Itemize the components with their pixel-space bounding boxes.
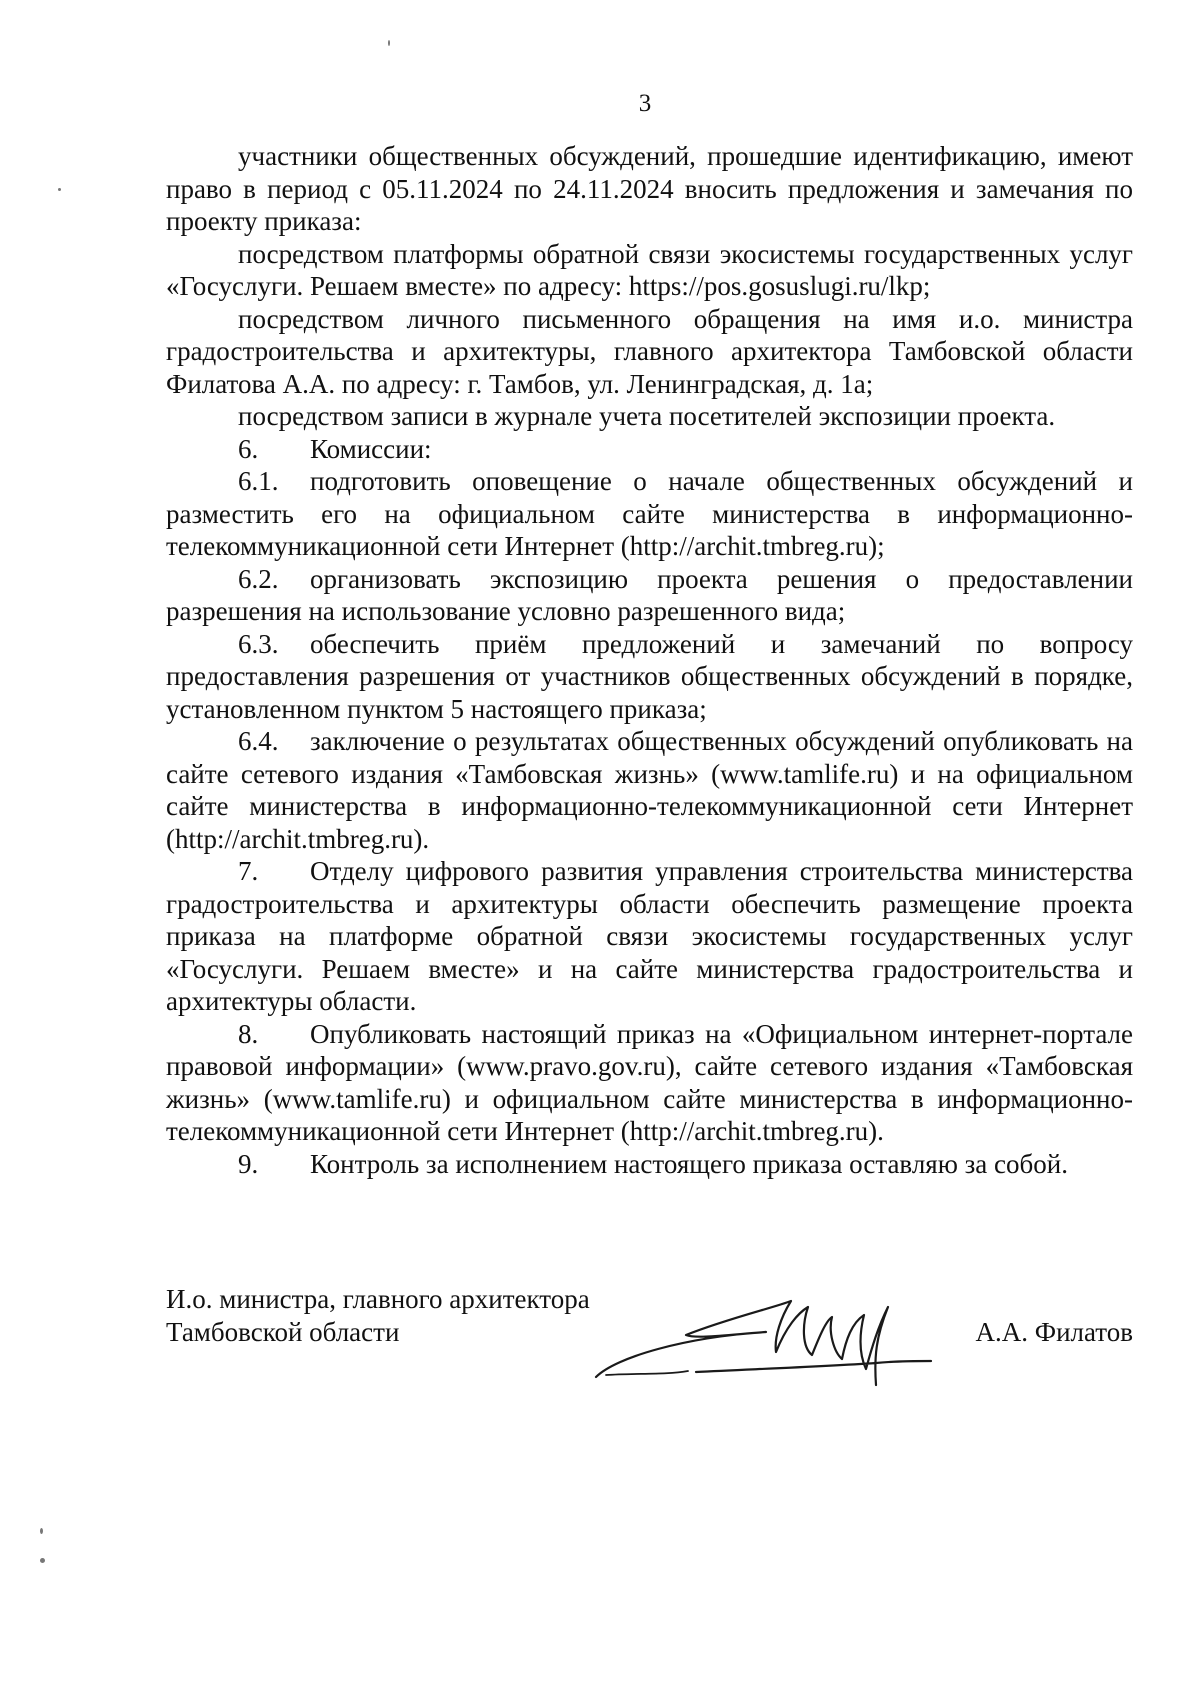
item-number: 6.1.	[238, 466, 279, 496]
item-text: Отделу цифрового развития управления строительства министерства градостроительства и архитектуры области обеспечить размещение проекта приказа на платформе обратной связи экосистемы государственных услуг «Госуслуги. Решаем вместе» и на сайте министерства градостроительства и архитектуры области.	[166, 856, 1133, 1016]
paragraph-via-journal: посредством записи в журнале учета посетителей экспозиции проекта.	[238, 401, 1056, 431]
item-number: 6.4.	[238, 726, 279, 756]
handwritten-signature	[576, 1277, 936, 1397]
item-8	[166, 1018, 1133, 1148]
item-text: заключение о результатах общественных обсуждений опубликовать на сайте сетевого издания «Тамбовская жизнь» (www.tamlife.ru) и на официальном сайте министерства в информационно-телекоммуникационной сети Интернет (http://archit.tmbreg.ru).	[166, 726, 1133, 854]
item-text: обеспечить приём предложений и замечаний по вопросу предоставления разрешения от участников общественных обсуждений в порядке, установленном пунктом 5 настоящего приказа;	[166, 628, 1133, 724]
item-text: Комиссии:	[310, 433, 432, 464]
item-text: Опубликовать настоящий приказ на «Официальном интернет-портале правовой информации» (www.pravo.gov.ru), сайте сетевого издания «Тамбовская жизнь» (www.tamlife.ru) и официальном сайте министерства в информационно-телекоммуникационной сети Интернет (http://archit.tmbreg.ru).	[166, 1018, 1133, 1146]
signature-block	[166, 1283, 1133, 1393]
item-6-2	[166, 563, 1133, 628]
item-number: 6.	[238, 433, 259, 464]
item-number: 9.	[238, 1148, 259, 1179]
item-text: Контроль за исполнением настоящего приказа оставляю за собой.	[310, 1148, 1068, 1179]
item-6-4	[166, 725, 1133, 855]
item-text: подготовить оповещение о начале общественных обсуждений и разместить его на официальном сайте министерства в информационно-телекоммуникационной сети Интернет (http://archit.tmbreg.ru);	[166, 466, 1133, 561]
item-text: организовать экспозицию проекта решения о предоставлении разрешения на использование условно разрешенного вида;	[166, 563, 1133, 626]
scan-speck	[58, 188, 61, 191]
item-number: 6.2.	[238, 563, 279, 594]
scan-speck	[388, 40, 390, 46]
page-number: 3	[638, 90, 652, 117]
signatory-position-line-2: Тамбовской области	[166, 1316, 400, 1347]
item-6	[166, 433, 1133, 466]
item-9	[166, 1148, 1133, 1181]
scan-speck	[40, 1558, 45, 1563]
paragraph-participants-rights: участники общественных обсуждений, прошедшие идентификацию, имеют право в период с 05.11.2024 по 24.11.2024 вносить предложения и замечания по проекту приказа:	[166, 141, 1133, 236]
item-6-1	[166, 465, 1133, 563]
signatory-position	[166, 1283, 590, 1348]
scan-speck	[40, 1528, 43, 1534]
item-7	[166, 855, 1133, 1018]
item-number: 6.3.	[238, 628, 279, 659]
signatory-position-line-1: И.о. министра, главного архитектора	[166, 1284, 590, 1314]
paragraph-via-platform: посредством платформы обратной связи экосистемы государственных услуг «Госуслуги. Решаем вместе» по адресу: https://pos.gosuslugi.ru/lkp;	[166, 238, 1133, 301]
item-number: 8.	[238, 1018, 259, 1049]
item-6-3	[166, 628, 1133, 726]
item-number: 7.	[238, 856, 259, 886]
document-body	[166, 140, 1133, 1180]
signatory-name: А.А. Филатов	[975, 1317, 1133, 1347]
paragraph-via-letter: посредством личного письменного обращения на имя и.о. министра градостроительства и архитектуры, главного архитектора Тамбовской области Филатова А.А. по адресу: г. Тамбов, ул. Ленинградская, д. 1а;	[166, 303, 1133, 399]
